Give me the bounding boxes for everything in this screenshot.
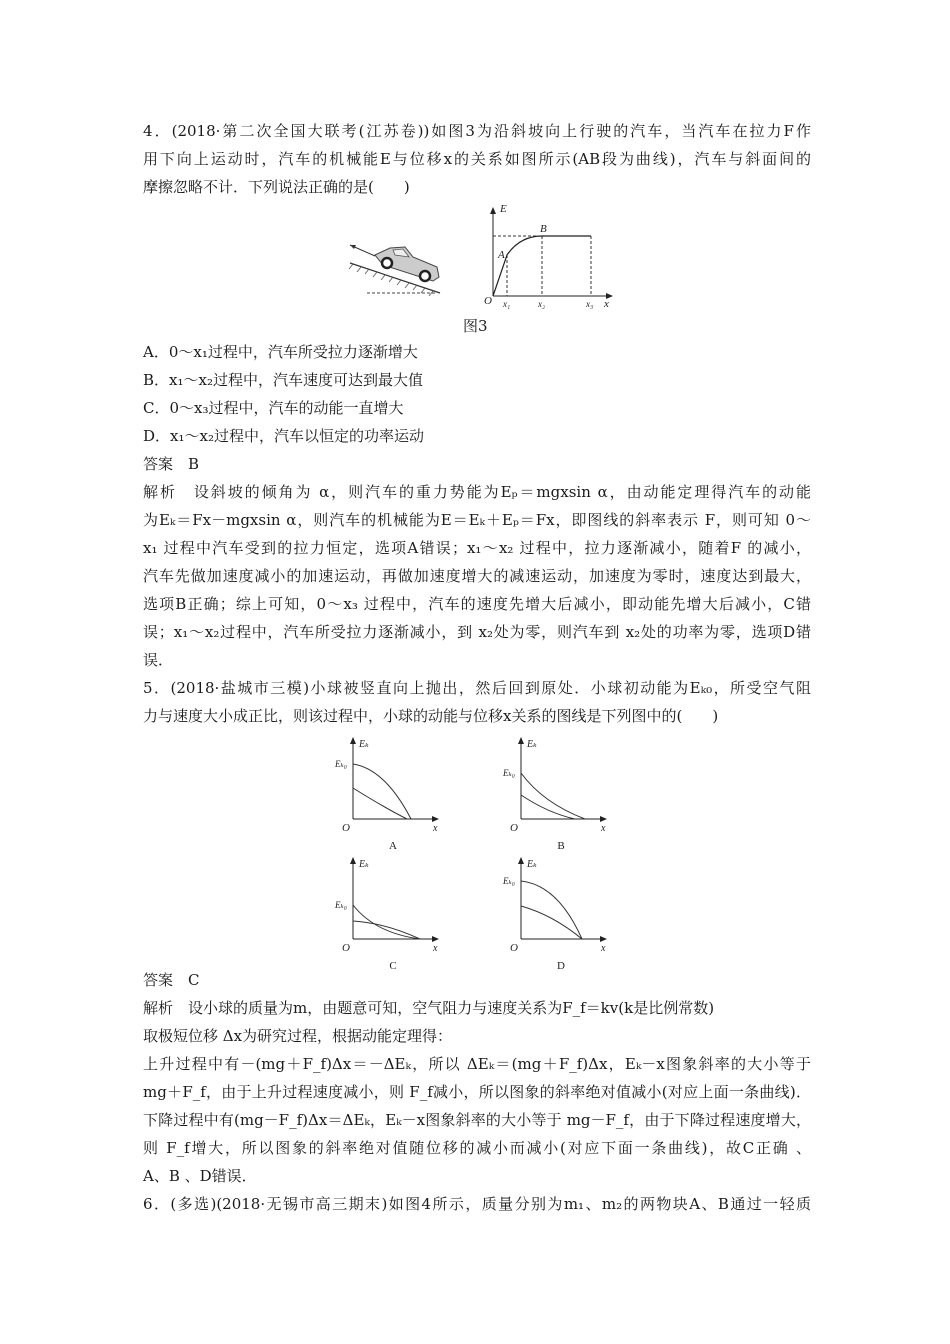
q4-analysis-line-4: 汽车先做加速度减小的加速运动，再做加速度增大的减速运动，加速度为零时，速度达到最大， [143,567,811,585]
q4-stem-line-1: 4．(2018·第二次全国大联考(江苏卷))如图3为沿斜坡向上行驶的汽车，当汽车在拉力F作 [143,122,811,140]
q4-option-d: D．x₁～x₂过程中，汽车以恒定的功率运动 [143,427,424,445]
figure-3-caption: 图3 [463,317,488,335]
q4-analysis-line-2: 为Eₖ＝Fx－mgxsin α，则汽车的机械能为E＝Eₖ＋Eₚ＝Fx，即图线的斜率表示 F，则可知 0～ [143,511,811,529]
q5-stem-line-2: 力与速度大小成正比，则该过程中，小球的动能与位移x关系的图线是下列图中的( ) [143,707,719,725]
ek0-tick: Eₖ₀ [503,768,515,778]
q5-answer: 答案 C [143,971,200,989]
energy-displacement-graph [480,200,620,310]
lower-curve [353,788,407,819]
q5-analysis-line-3: 上升过程中有－(mg＋F_f)Δx＝－ΔEₖ，所以 ΔEₖ＝(mg＋F_f)Δx，Eₖ－x图象斜率的大小等于 [143,1055,811,1073]
graph-option-label: A [389,840,397,852]
q4-option-c: C．0～x₃过程中，汽车的动能一直增大 [143,399,404,417]
graph-origin: O [484,295,492,307]
ek0-tick: Eₖ₀ [335,759,347,769]
q4-stem-line-2: 用下向上运动时，汽车的机械能E与位移x的关系如图所示(AB段为曲线)，汽车与斜面间的 [143,150,811,168]
tick-x1: x₁ [503,299,511,309]
q4-analysis-line-1: 解析 设斜坡的倾角为 α，则汽车的重力势能为Eₚ＝mgxsin α，由动能定理得汽车的动能 [143,483,811,501]
ek0-tick: Eₖ₀ [503,876,515,886]
point-b-label: B [540,223,547,235]
origin-label: O [342,822,350,834]
origin-label: O [342,942,350,954]
q4-analysis-line-6: 误；x₁～x₂过程中，汽车所受拉力逐渐减小，到 x₂处为零，则汽车到 x₂处的功率为零，选项D错 [143,623,811,641]
upper-curve [521,881,582,939]
option-graph-b [503,733,613,862]
q4-stem-line-3: 摩擦忽略不计．下列说法正确的是( ) [143,178,410,196]
q5-analysis-line-1: 解析 设小球的质量为m，由题意可知，空气阻力与速度关系为F_f＝kv(k是比例常数) [143,999,715,1017]
upper-curve [353,764,411,819]
q5-analysis-line-6: 则 F_f增大，所以图象的斜率绝对值随位移的减小而减小(对应下面一条曲线)，故C正确 、 [143,1139,811,1157]
q4-analysis-line-5: 选项B正确；综上可知，0～x₃ 过程中，汽车的速度先增大后减小，即动能先增大后减小，C错 [143,595,811,613]
graph-y-label: E [500,203,507,215]
car-on-slope-figure [345,205,445,300]
option-graph-d [503,853,613,982]
car-slope-icon [345,205,445,300]
q4-analysis-line-3: x₁ 过程中汽车受到的拉力恒定，选项A错误；x₁～x₂ 过程中，拉力逐渐减小，随着F 的减小， [143,539,811,557]
lower-curve [521,795,575,819]
origin-label: O [510,942,518,954]
origin-label: O [510,822,518,834]
y-axis-label: Eₖ [359,739,369,750]
q6-stem-line-1: 6．(多选)(2018·无锡市高三期末)如图4所示，质量分别为m₁、m₂的两物块A、B通过一轻质 [143,1195,811,1213]
graph-option-label: C [389,960,397,972]
tick-x3: x₃ [586,299,594,309]
q5-analysis-line-4: mg＋F_f，由于上升过程速度减小，则 F_f减小，所以图象的斜率绝对值减小(对应上面一条曲线)． [143,1083,811,1101]
x-axis-label: x [601,823,606,834]
q4-option-a: A．0～x₁过程中，汽车所受拉力逐渐增大 [143,343,418,361]
q5-stem-line-1: 5．(2018·盐城市三模)小球被竖直向上抛出，然后回到原处．小球初动能为Eₖ₀，所受空气阻 [143,679,811,697]
graph-x-label: x [604,298,609,310]
option-graph-c [335,853,445,982]
x-axis-label: x [601,943,606,954]
x-axis-label: x [433,823,438,834]
q5-analysis-line-7: A、B 、D错误． [143,1167,257,1185]
graph-option-label: D [557,960,565,972]
option-graph-a [335,733,445,862]
tick-x2: x₂ [538,299,546,309]
lower-curve [521,906,582,939]
point-a-label: A [498,249,505,261]
q5-analysis-line-5: 下降过程中有(mg－F_f)Δx＝ΔEₖ，Eₖ－x图象斜率的大小等于 mg－F_f，由于下降过程速度增大， [143,1111,811,1129]
q4-answer: 答案 B [143,455,200,473]
q5-analysis-line-2: 取极短位移 Δx为研究过程，根据动能定理得： [143,1027,453,1045]
ek0-tick: Eₖ₀ [335,900,347,910]
y-axis-label: Eₖ [527,739,537,750]
y-axis-label: Eₖ [359,859,369,870]
x-axis-label: x [433,943,438,954]
y-axis-label: Eₖ [527,859,537,870]
graph-option-label: B [557,840,565,852]
q4-analysis-line-7: 误． [143,651,174,669]
q4-option-b: B．x₁～x₂过程中，汽车速度可达到最大值 [143,371,423,389]
